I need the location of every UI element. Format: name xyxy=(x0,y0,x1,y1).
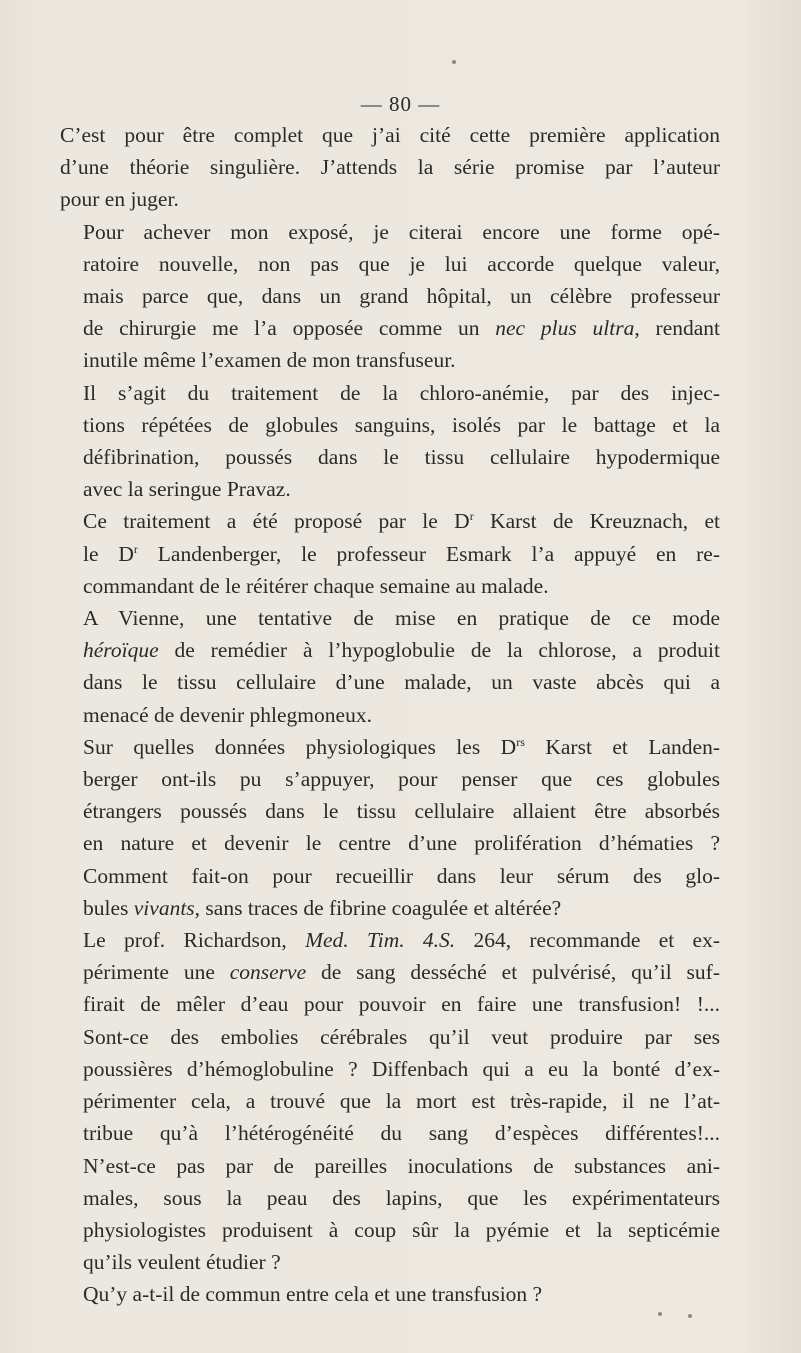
text-line: périmente une conserve de sang desséché et pulvérisé, qu’il suf- xyxy=(83,960,720,985)
text-line: défibrination, poussés dans le tissu cellulaire hypodermique xyxy=(83,445,720,470)
paragraph-4 xyxy=(60,505,720,602)
text-line: périmenter cela, a trouvé que la mort est très-rapide, il ne l’at- xyxy=(83,1089,720,1114)
text-line: commandant de le réitérer chaque semaine au malade. xyxy=(83,573,549,598)
text-line: physiologistes produisent à coup sûr la pyémie et la septicémie xyxy=(83,1217,720,1242)
text-line: héroïque de remédier à l’hypoglobulie de la chlorose, a produit xyxy=(83,638,720,663)
printing-speck xyxy=(658,1312,662,1316)
text-line: Sont-ce des embolies cérébrales qu’il veut produire par ses xyxy=(83,1024,720,1049)
text-line: inutile même l’examen de mon transfuseur. xyxy=(83,348,456,373)
text-line: ratoire nouvelle, non pas que je lui accorde quelque valeur, xyxy=(83,251,720,276)
body-text xyxy=(60,119,720,1311)
text-line: Ce traitement a été proposé par le $D^r$ Karst de Kreuznach, et xyxy=(83,509,720,534)
text-line: de chirurgie me l’a opposée comme un nec plus ultra, rendant xyxy=(83,316,720,341)
text-line: le $D^r$ Landenberger, le professeur Esmark l’a appuyé en re- xyxy=(83,541,721,566)
text-line: d’une théorie singulière. J’attends la série promise par l’auteur xyxy=(60,155,720,180)
paragraph-1 xyxy=(60,119,720,216)
text-line: Sur quelles données physiologiques les $D^{rs}$ Karst et Landen- xyxy=(83,734,721,759)
text-line: Il s’agit du traitement de la chloro-anémie, par des injec- xyxy=(83,380,720,405)
text-line: poussières d’hémoglobuline ? Diffenbach qui a eu la bonté d’ex- xyxy=(83,1056,720,1081)
text-line: C’est pour être complet que j’ai cité cette première application xyxy=(60,123,720,147)
paragraph-7 xyxy=(60,924,720,1310)
text-line: A Vienne, une tentative de mise en pratique de ce mode xyxy=(83,606,720,631)
text-line: mais parce que, dans un grand hôpital, un célèbre professeur xyxy=(83,284,720,309)
text-line: Comment fait-on pour recueillir dans leur sérum des glo- xyxy=(83,863,720,888)
text-line: avec la seringue Pravaz. xyxy=(83,477,291,502)
text-line: firait de mêler d’eau pour pouvoir en faire une transfusion! !... xyxy=(83,992,720,1017)
text-line: tribue qu’à l’hétérogénéité du sang d’espèces différentes!... xyxy=(83,1121,720,1146)
printing-speck xyxy=(452,60,456,64)
text-line: Le prof. Richardson, Med. Tim. 4.S. 264, recommande et ex- xyxy=(83,928,720,953)
text-line: dans le tissu cellulaire d’une malade, un vaste abcès qui a xyxy=(83,670,720,695)
text-line: males, sous la peau des lapins, que les expérimentateurs xyxy=(83,1185,720,1210)
text-line: berger ont-ils pu s’appuyer, pour penser que ces globules xyxy=(83,767,720,792)
paragraph-3 xyxy=(60,377,720,506)
text-line: en nature et devenir le centre d’une prolifération d’hématies ? xyxy=(83,831,720,856)
text-line: Pour achever mon exposé, je citerai encore une forme opé- xyxy=(83,219,720,244)
paragraph-6 xyxy=(60,731,720,924)
paragraph-2 xyxy=(60,216,720,377)
text-line: N’est-ce pas par de pareilles inoculations de substances ani- xyxy=(83,1153,720,1178)
text-line: qu’ils veulent étudier ? xyxy=(83,1250,281,1275)
printing-speck xyxy=(688,1314,692,1318)
text-line: pour en juger. xyxy=(60,187,179,212)
text-line: bules vivants, sans traces de fibrine coagulée et altérée? xyxy=(83,895,562,920)
text-line: étrangers poussés dans le tissu cellulaire allaient être absorbés xyxy=(83,799,720,824)
paragraph-5 xyxy=(60,602,720,731)
text-line: menacé de devenir phlegmoneux. xyxy=(83,702,372,727)
text-line: tions répétées de globules sanguins, isolés par le battage et la xyxy=(83,412,720,437)
text-line: Qu’y a-t-il de commun entre cela et une transfusion ? xyxy=(83,1282,543,1307)
page-number: — 80 — xyxy=(360,92,441,116)
